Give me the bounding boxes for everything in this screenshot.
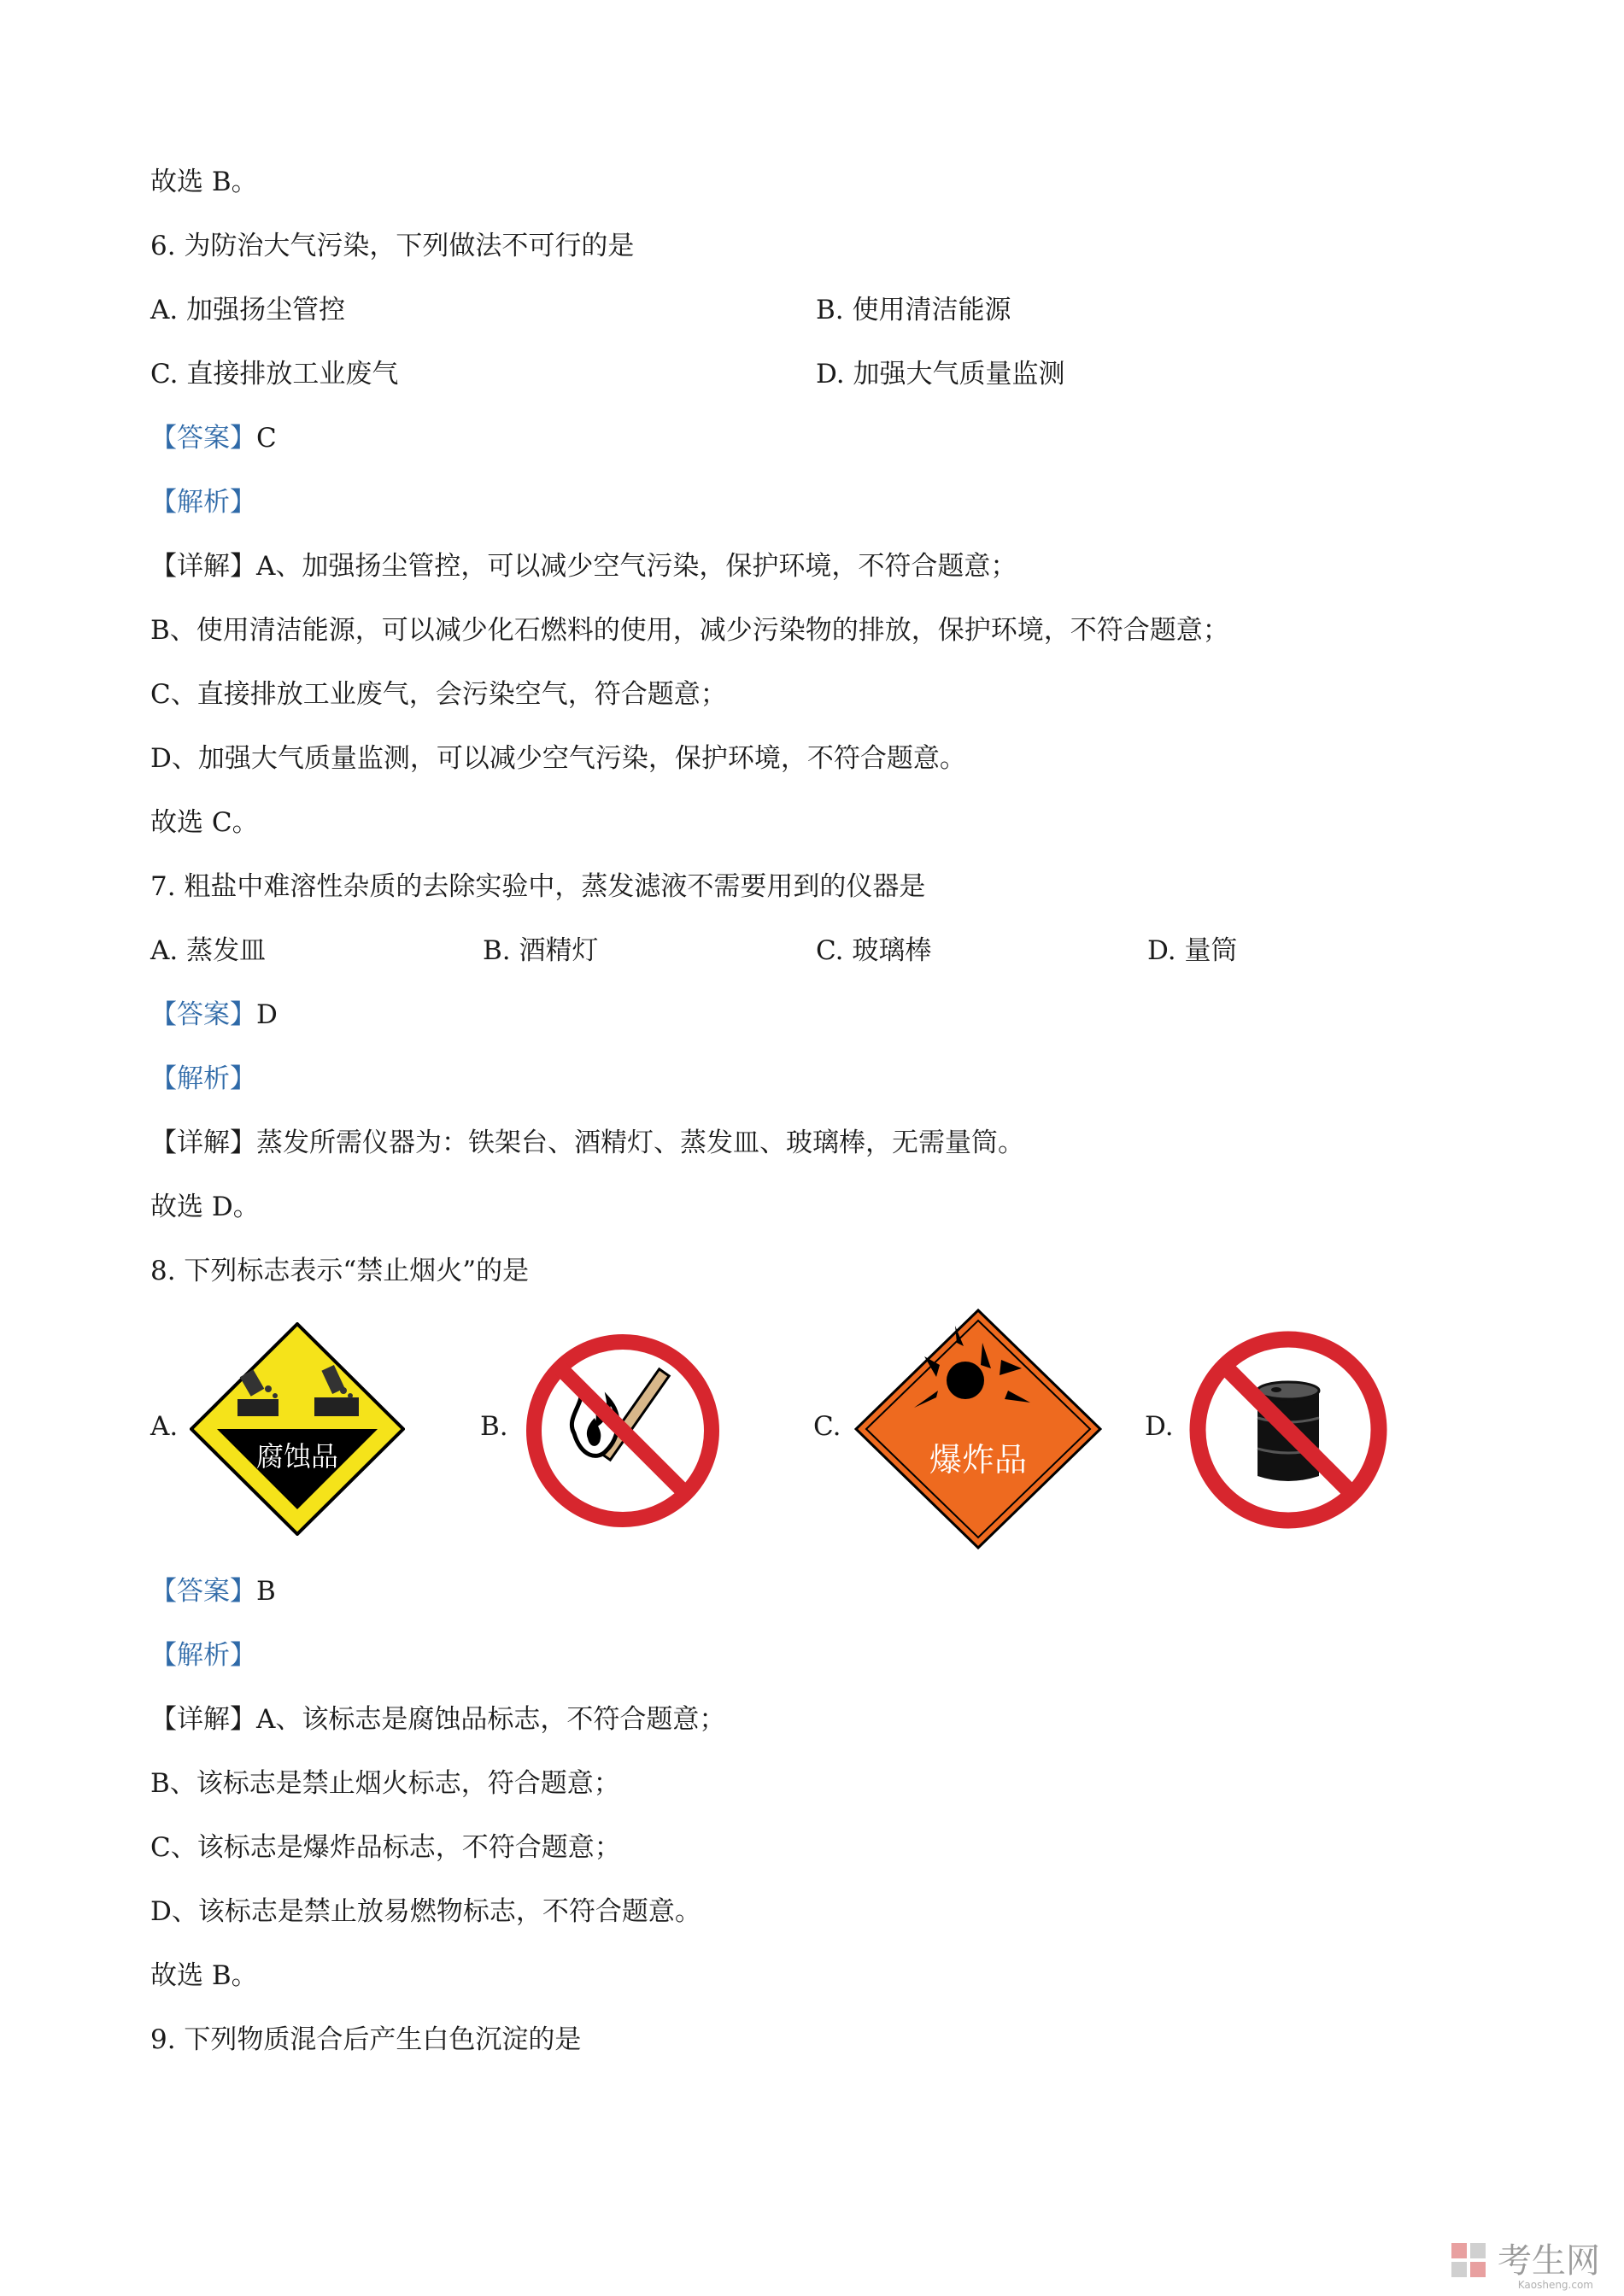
q8-option-d-label: D. (1145, 1411, 1174, 1442)
q7-answer (150, 998, 278, 1032)
q8-option-c-label: C. (813, 1411, 841, 1442)
detail-text: A、该标志是腐蚀品标志，不符合题意； (256, 1704, 726, 1735)
answer-tag: 【答案】 (150, 1576, 256, 1607)
q7-stem: 7. 粗盐中难溶性杂质的去除实验中，蒸发滤液不需要用到的仪器是 (150, 871, 926, 902)
detail-tag: 【详解】 (150, 1128, 256, 1158)
logo-icon (1450, 2241, 1489, 2281)
corrosive-sign-icon (190, 1322, 405, 1536)
q8-answer (150, 1574, 276, 1608)
q6-option-c: C. 直接排放工业废气 (150, 359, 399, 390)
q8-detail-1 (150, 1702, 725, 1737)
explosive-sign-icon (854, 1309, 1102, 1549)
q8-analysis-tag: 【解析】 (150, 1640, 256, 1671)
q6-detail-3: C、直接排放工业废气，会污染空气，符合题意； (150, 679, 727, 710)
q8-stem: 8. 下列标志表示“禁止烟火”的是 (150, 1256, 530, 1286)
q7-analysis-tag: 【解析】 (150, 1063, 256, 1094)
answer-value: C (256, 423, 277, 454)
q9-stem: 9. 下列物质混合后产生白色沉淀的是 (150, 2024, 582, 2055)
answer-tag: 【答案】 (150, 423, 256, 454)
q7-option-b: B. 酒精灯 (483, 935, 599, 966)
q7-option-a: A. 蒸发皿 (150, 935, 267, 966)
q6-stem: 6. 为防治大气污染，下列做法不可行的是 (150, 231, 635, 261)
detail-text: A、加强扬尘管控，可以减少空气污染，保护环境，不符合题意； (256, 551, 1017, 582)
q6-conclusion: 故选 C。 (150, 807, 259, 838)
q8-option-a-label: A. (150, 1411, 179, 1442)
q7-option-c: C. 玻璃棒 (816, 935, 932, 966)
q7-detail-1 (150, 1126, 1024, 1160)
q6-detail-4: D、加强大气质量监测，可以减少空气污染，保护环境，不符合题意。 (150, 743, 966, 774)
q6-answer (150, 421, 277, 455)
q6-option-d: D. 加强大气质量监测 (816, 359, 1065, 390)
q7-conclusion: 故选 D。 (150, 1192, 260, 1222)
q6-detail-2: B、使用清洁能源，可以减少化石燃料的使用，减少污染物的排放，保护环境，不符合题意； (150, 615, 1229, 646)
answer-value: D (256, 999, 278, 1030)
detail-tag: 【详解】 (150, 551, 256, 582)
q8-detail-2: B、该标志是禁止烟火标志，符合题意； (150, 1768, 620, 1799)
q6-option-a: A. 加强扬尘管控 (150, 295, 346, 325)
no-fire-sign-icon (525, 1332, 721, 1529)
answer-tag: 【答案】 (150, 999, 256, 1030)
watermark-text: 考生网 (1498, 2241, 1600, 2281)
q6-analysis-tag: 【解析】 (150, 487, 256, 518)
watermark-subtext: Kaosheng.com (1517, 2279, 1593, 2291)
q6-option-b: B. 使用清洁能源 (816, 295, 1011, 325)
q8-option-b-label: B. (480, 1411, 508, 1442)
sign-c-text: 爆炸品 (929, 1441, 1028, 1479)
no-flammables-sign-icon (1187, 1329, 1389, 1531)
q8-conclusion: 故选 B。 (150, 1960, 258, 1991)
answer-value: B (256, 1576, 276, 1607)
detail-text: 蒸发所需仪器为：铁架台、酒精灯、蒸发皿、玻璃棒，无需量筒。 (256, 1128, 1024, 1158)
q7-option-d: D. 量筒 (1147, 935, 1238, 966)
detail-tag: 【详解】 (150, 1704, 256, 1735)
q8-detail-4: D、该标志是禁止放易燃物标志，不符合题意。 (150, 1896, 701, 1927)
q8-detail-3: C、该标志是爆炸品标志，不符合题意； (150, 1832, 621, 1863)
conclusion-prev: 故选 B。 (150, 167, 258, 197)
sign-a-text: 腐蚀品 (255, 1440, 339, 1473)
q6-detail-1 (150, 549, 1017, 583)
watermark-logo (1450, 2241, 1600, 2281)
